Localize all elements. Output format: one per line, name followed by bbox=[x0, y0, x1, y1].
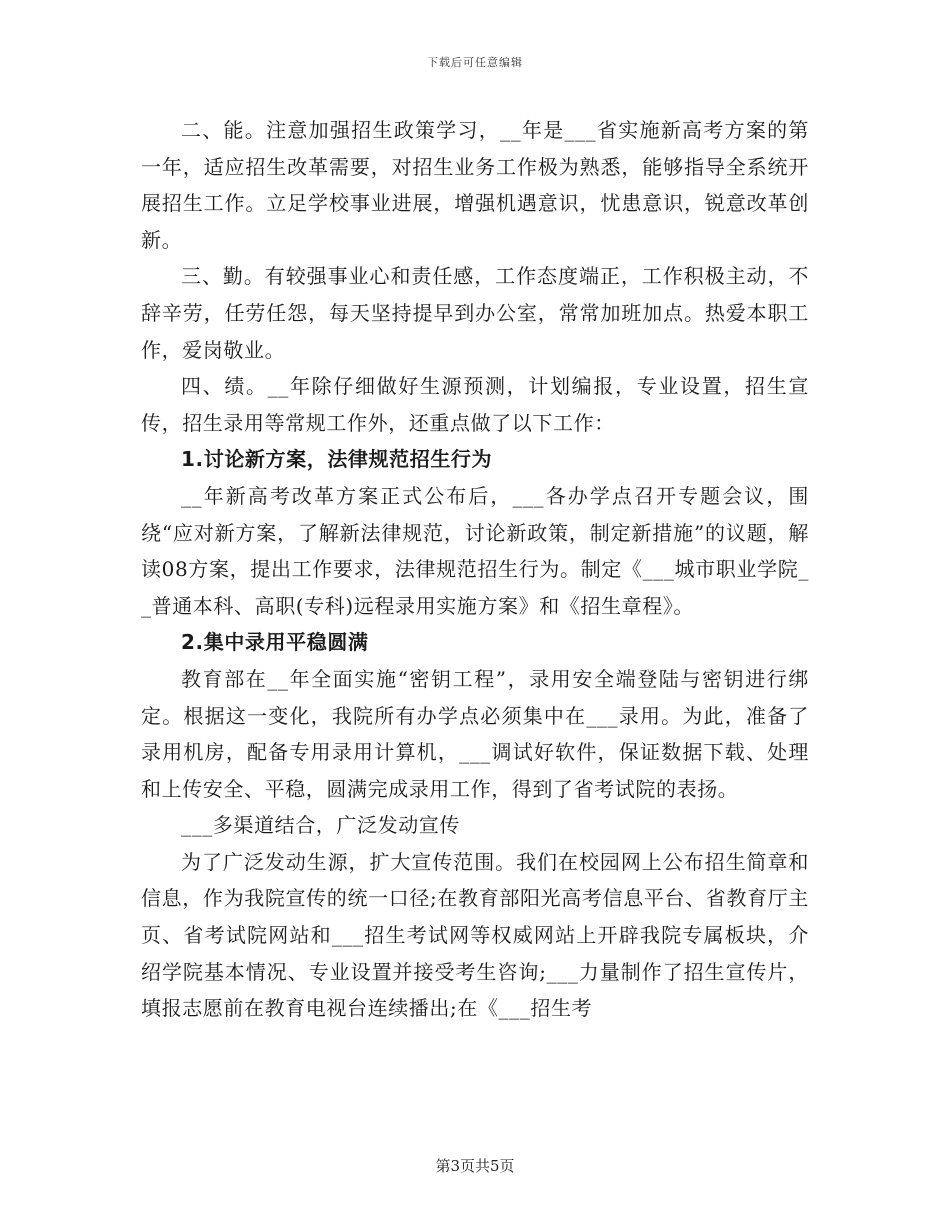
paragraph-new-plan: __年新高考改革方案正式公布后，___各办学点召开专题会议，围绕“应对新方案，了解新法律规范，讨论新政策，制定新措施”的议题，解读08方案，提出工作要求，法律规范招生行为。制定《___城市职业学院__普通本科、高职(专科)远程录用实施方案》和《招生章程》。 bbox=[141, 483, 809, 618]
document-body bbox=[141, 112, 809, 1027]
section-heading-new-plan: 1.讨论新方案，法律规范招生行为 bbox=[181, 447, 493, 472]
paragraph-diligence: 三、勤。有较强事业心和责任感，工作态度端正，工作积极主动，不辞辛劳，任劳任怨，每天坚持提早到办公室，常常加班加点。热爱本职工作，爱岗敬业。 bbox=[141, 264, 809, 362]
paragraph-publicity-heading: ___多渠道结合，广泛发动宣传 bbox=[181, 813, 460, 838]
paragraph-ability: 二、能。注意加强招生政策学习，__年是___省实施新高考方案的第一年，适应招生改革需要，对招生业务工作极为熟悉，能够指导全系统开展招生工作。立足学校事业进展，增强机遇意识，忧患意识，锐意改革创新。 bbox=[141, 118, 809, 252]
page-number: 第3页共5页 bbox=[435, 1157, 515, 1175]
section-heading-centralized-admission: 2.集中录用平稳圆满 bbox=[181, 630, 369, 655]
paragraph-centralized-admission: 教育部在__年全面实施“密钥工程”，录用安全端登陆与密钥进行绑定。根据这一变化，我院所有办学点必须集中在___录用。为此，准备了录用机房，配备专用录用计算机，___调试好软件，保证数据下载、处理和上传安全、平稳，圆满完成录用工作，得到了省考试院的表扬。 bbox=[141, 666, 809, 801]
page-header-note: 下载后可任意编辑 bbox=[427, 56, 523, 69]
paragraph-publicity: 为了广泛发动生源，扩大宣传范围。我们在校园网上公布招生简章和信息，作为我院宣传的统一口径;在教育部阳光高考信息平台、省教育厅主页、省考试院网站和___招生考试网等权威网站上开辟我院专属板块，介绍学院基本情况、专业设置并接受考生咨询;___力量制作了招生宣传片，填报志愿前在教育电视台连续播出;在《___招生考 bbox=[141, 849, 809, 1021]
paragraph-achievement: 四、绩。__年除仔细做好生源预测，计划编报，专业设置，招生宣传，招生录用等常规工作外，还重点做了以下工作： bbox=[141, 374, 809, 435]
